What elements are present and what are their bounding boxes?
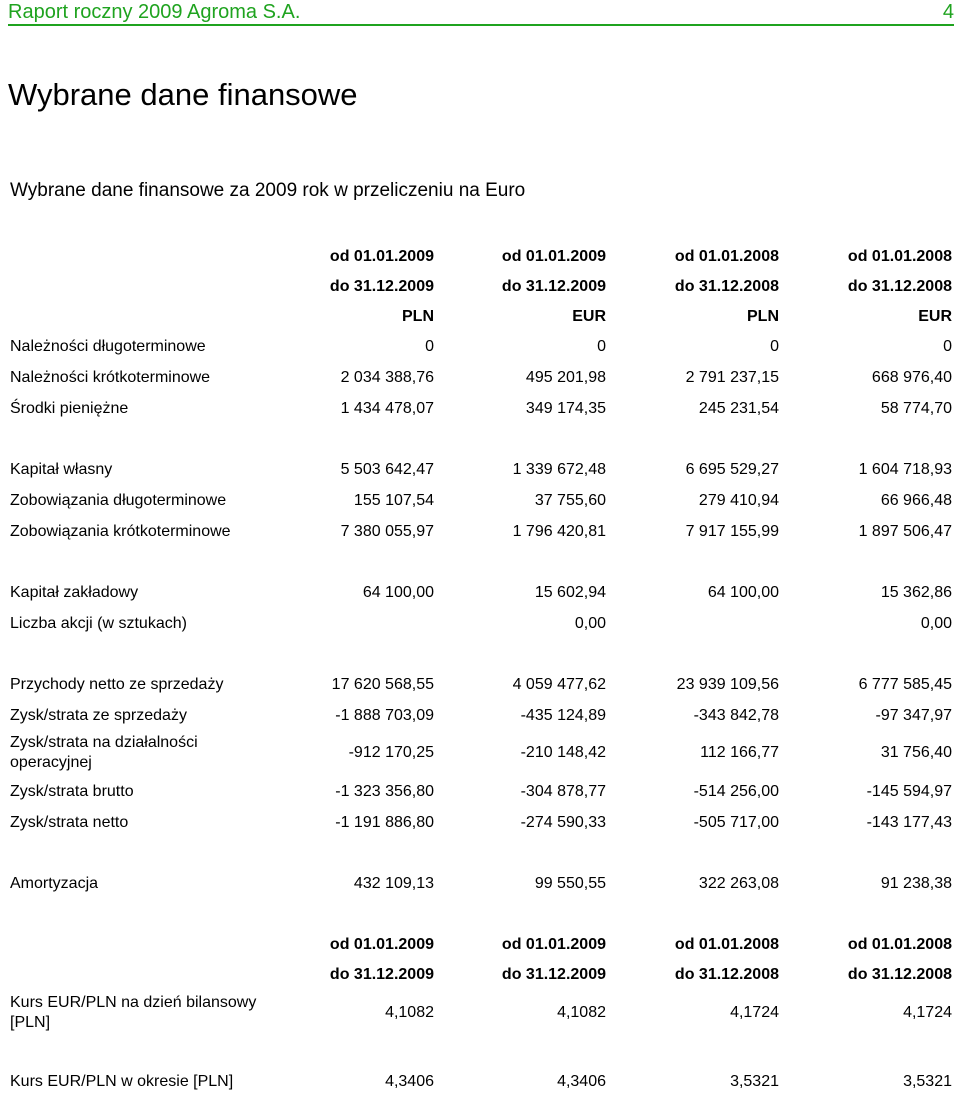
row-label: Kapitał własny bbox=[10, 461, 113, 478]
row-label: Zysk/strata ze sprzedaży bbox=[10, 707, 187, 724]
cell-value: 4,1724 bbox=[903, 1004, 952, 1021]
page-number: 4 bbox=[942, 1, 954, 23]
cell-value: 91 238,38 bbox=[880, 875, 952, 892]
currency-header: PLN bbox=[402, 308, 434, 325]
cell-value: 495 201,98 bbox=[525, 369, 606, 386]
cell-value: 2 034 388,76 bbox=[340, 369, 434, 386]
column-header: do 31.12.2008 bbox=[847, 966, 952, 983]
row-label: Zobowiązania krótkoterminowe bbox=[10, 523, 231, 540]
cell-value: -912 170,25 bbox=[348, 744, 434, 761]
row-label: Środki pieniężne bbox=[10, 400, 129, 417]
table-row bbox=[0, 486, 960, 516]
cell-value: 64 100,00 bbox=[707, 584, 779, 601]
cell-value: -514 256,00 bbox=[693, 783, 779, 800]
cell-value: 37 755,60 bbox=[534, 492, 606, 509]
table-row bbox=[0, 869, 960, 899]
row-label: Zysk/strata na działalności operacyjnej bbox=[10, 734, 198, 771]
cell-value: 1 434 478,07 bbox=[340, 400, 434, 417]
report-title: Raport roczny 2009 Agroma S.A. bbox=[8, 1, 301, 23]
column-header: od 01.01.2008 bbox=[674, 936, 779, 953]
cell-value: 4,1724 bbox=[730, 1004, 779, 1021]
cell-value: 66 966,48 bbox=[880, 492, 952, 509]
cell-value: 7 917 155,99 bbox=[685, 523, 779, 540]
currency-header: PLN bbox=[747, 308, 779, 325]
cell-value: 23 939 109,56 bbox=[676, 676, 779, 693]
table-row bbox=[0, 701, 960, 731]
cell-value: -97 347,97 bbox=[875, 707, 952, 724]
column-header: do 31.12.2009 bbox=[501, 278, 606, 295]
cell-value: 6 777 585,45 bbox=[858, 676, 952, 693]
cell-value: 15 362,86 bbox=[880, 584, 952, 601]
row-label: Amortyzacja bbox=[10, 875, 99, 892]
cell-value: 112 166,77 bbox=[700, 744, 779, 761]
cell-value: 0 bbox=[770, 338, 779, 355]
cell-value: 1 897 506,47 bbox=[858, 523, 952, 540]
cell-value: -505 717,00 bbox=[693, 814, 779, 831]
table-row bbox=[0, 363, 960, 393]
cell-value: 0 bbox=[425, 338, 434, 355]
cell-value: 668 976,40 bbox=[871, 369, 952, 386]
cell-value: -435 124,89 bbox=[520, 707, 606, 724]
cell-value: 31 756,40 bbox=[880, 744, 952, 761]
column-header: do 31.12.2008 bbox=[847, 278, 952, 295]
row-label: Zobowiązania długoterminowe bbox=[10, 492, 227, 509]
column-header: od 01.01.2008 bbox=[847, 248, 952, 265]
column-header: do 31.12.2008 bbox=[674, 278, 779, 295]
cell-value: 7 380 055,97 bbox=[340, 523, 434, 540]
column-header: do 31.12.2009 bbox=[329, 966, 434, 983]
cell-value: 3,5321 bbox=[903, 1073, 952, 1090]
column-header: do 31.12.2009 bbox=[501, 966, 606, 983]
cell-value: 4,1082 bbox=[385, 1004, 434, 1021]
cell-value bbox=[274, 609, 434, 639]
row-label: Kurs EUR/PLN w okresie [PLN] bbox=[10, 1073, 234, 1090]
header-row-to bbox=[0, 272, 960, 302]
table-row bbox=[0, 517, 960, 547]
column-header: do 31.12.2008 bbox=[674, 966, 779, 983]
rate-header-row-to bbox=[0, 960, 960, 990]
cell-value: -210 148,42 bbox=[520, 744, 606, 761]
table-row bbox=[0, 609, 960, 639]
cell-value: 4,3406 bbox=[557, 1073, 606, 1090]
column-header: od 01.01.2009 bbox=[329, 248, 434, 265]
table-row bbox=[0, 670, 960, 700]
cell-value: 279 410,94 bbox=[698, 492, 779, 509]
cell-value: 99 550,55 bbox=[534, 875, 606, 892]
cell-value: 432 109,13 bbox=[353, 875, 434, 892]
row-label: Zysk/strata brutto bbox=[10, 783, 134, 800]
table-row bbox=[0, 993, 960, 1033]
cell-value: 4,3406 bbox=[385, 1073, 434, 1090]
cell-value: 322 263,08 bbox=[698, 875, 779, 892]
row-label: Kapitał zakładowy bbox=[10, 584, 139, 601]
table-row bbox=[0, 777, 960, 807]
cell-value: 1 604 718,93 bbox=[858, 461, 952, 478]
cell-value: 155 107,54 bbox=[353, 492, 434, 509]
cell-value: 5 503 642,47 bbox=[340, 461, 434, 478]
cell-value: -1 888 703,09 bbox=[335, 707, 434, 724]
cell-value: 58 774,70 bbox=[880, 400, 952, 417]
column-header: od 01.01.2009 bbox=[501, 936, 606, 953]
cell-value: -1 323 356,80 bbox=[335, 783, 434, 800]
cell-value: 1 796 420,81 bbox=[512, 523, 606, 540]
cell-value: 349 174,35 bbox=[525, 400, 606, 417]
table-row bbox=[0, 394, 960, 424]
cell-value: 0,00 bbox=[574, 615, 606, 632]
cell-value: -143 177,43 bbox=[866, 814, 952, 831]
column-header: od 01.01.2008 bbox=[674, 248, 779, 265]
cell-value bbox=[619, 609, 779, 639]
row-label: Kurs EUR/PLN na dzień bilansowy [PLN] bbox=[10, 994, 257, 1031]
table-row bbox=[0, 578, 960, 608]
cell-value: 1 339 672,48 bbox=[512, 461, 606, 478]
column-header: do 31.12.2009 bbox=[329, 278, 434, 295]
cell-value: 64 100,00 bbox=[362, 584, 434, 601]
cell-value: 245 231,54 bbox=[698, 400, 779, 417]
cell-value: -343 842,78 bbox=[693, 707, 779, 724]
cell-value: 0,00 bbox=[920, 615, 952, 632]
cell-value: 15 602,94 bbox=[534, 584, 606, 601]
row-label: Liczba akcji (w sztukach) bbox=[10, 615, 187, 632]
header-row-currency bbox=[0, 302, 960, 332]
row-label: Zysk/strata netto bbox=[10, 814, 129, 831]
cell-value: -274 590,33 bbox=[520, 814, 606, 831]
column-header: od 01.01.2009 bbox=[329, 936, 434, 953]
row-label: Przychody netto ze sprzedaży bbox=[10, 676, 224, 693]
table-row bbox=[0, 1067, 960, 1097]
cell-value: -1 191 886,80 bbox=[335, 814, 434, 831]
rate-header-row-from bbox=[0, 930, 960, 960]
table-row bbox=[0, 733, 960, 773]
header-row-from bbox=[0, 242, 960, 272]
cell-value: -304 878,77 bbox=[520, 783, 606, 800]
cell-value: 6 695 529,27 bbox=[685, 461, 779, 478]
section-subtitle: Wybrane dane finansowe za 2009 rok w przeliczeniu na Euro bbox=[10, 180, 526, 201]
report-header bbox=[8, 0, 954, 26]
column-header: od 01.01.2009 bbox=[501, 248, 606, 265]
column-header: od 01.01.2008 bbox=[847, 936, 952, 953]
currency-header: EUR bbox=[572, 308, 606, 325]
cell-value: 4 059 477,62 bbox=[512, 676, 606, 693]
cell-value: 17 620 568,55 bbox=[331, 676, 434, 693]
table-row bbox=[0, 332, 960, 362]
row-label: Należności krótkoterminowe bbox=[10, 369, 211, 386]
cell-value: 0 bbox=[597, 338, 606, 355]
cell-value: 4,1082 bbox=[557, 1004, 606, 1021]
cell-value: -145 594,97 bbox=[866, 783, 952, 800]
table-row bbox=[0, 808, 960, 838]
cell-value: 0 bbox=[943, 338, 952, 355]
page-title: Wybrane dane finansowe bbox=[8, 77, 358, 112]
currency-header: EUR bbox=[918, 308, 952, 325]
row-label: Należności długoterminowe bbox=[10, 338, 206, 355]
cell-value: 3,5321 bbox=[730, 1073, 779, 1090]
cell-value: 2 791 237,15 bbox=[685, 369, 779, 386]
table-row bbox=[0, 455, 960, 485]
